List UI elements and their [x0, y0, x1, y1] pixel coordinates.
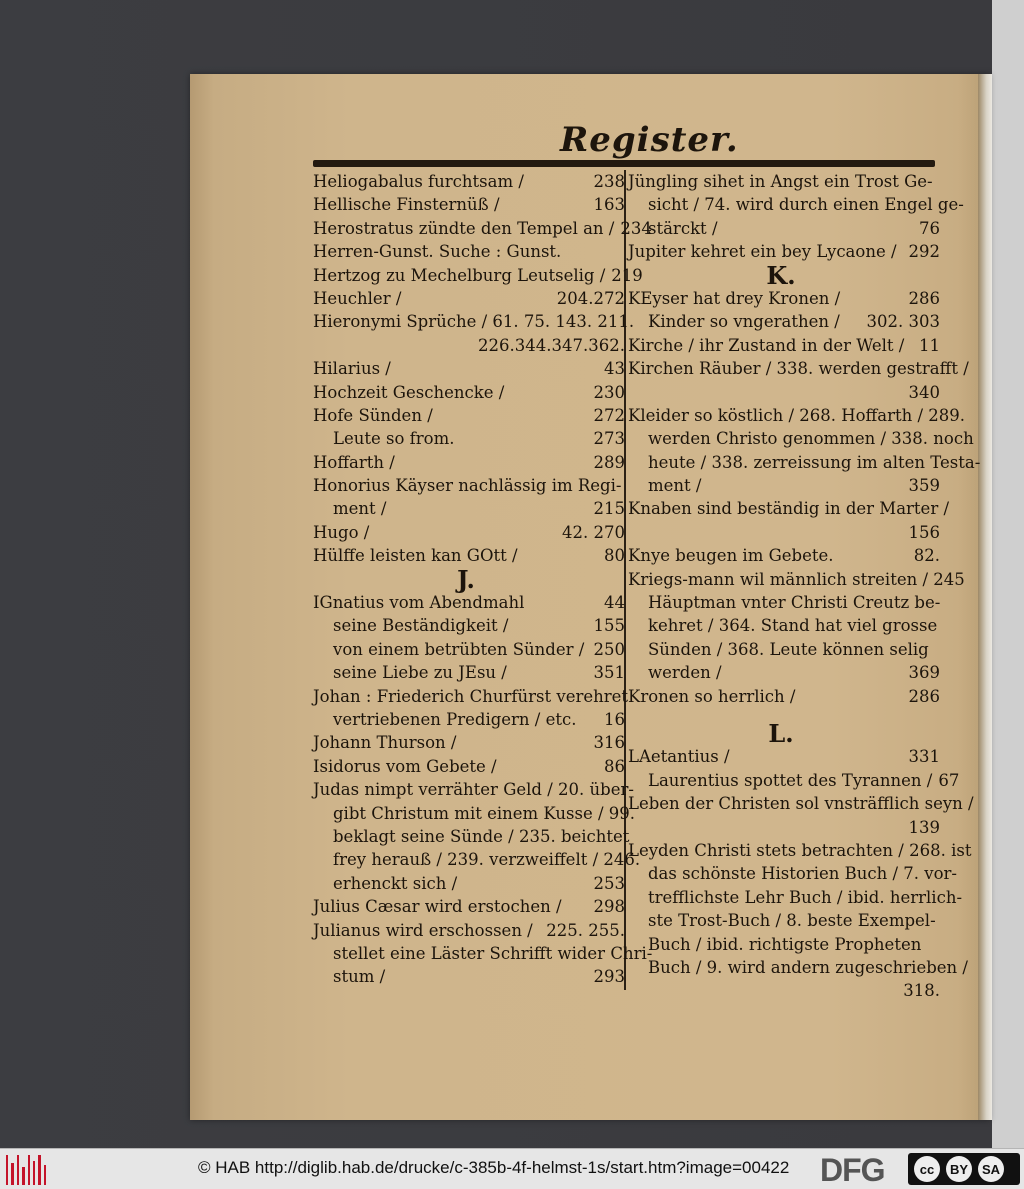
entry-text: Leyden Christi stets betrachten / 268. ist — [628, 840, 972, 860]
register-entry — [313, 872, 625, 895]
register-entry — [628, 357, 969, 380]
entry-text: Kleider so köstlich / 268. Hoffarth / 289. — [628, 405, 966, 425]
entry-text: ste Trost-Buch / 8. beste Exempel- — [648, 911, 936, 931]
entry-text: Julianus wird erschossen / — [313, 920, 533, 940]
register-entry — [313, 942, 653, 965]
entry-page-number: 331 — [908, 747, 940, 767]
register-entry — [313, 638, 625, 661]
register-entry — [313, 381, 625, 404]
register-entry — [628, 193, 964, 216]
register-entry — [628, 661, 940, 684]
register-entry — [628, 591, 940, 614]
entry-page-number — [934, 170, 940, 193]
entry-text: Hülffe leisten kan GOtt / — [313, 546, 518, 566]
entry-page-number — [957, 862, 963, 885]
entry-page-number — [965, 404, 971, 427]
entry-text: Häuptman vnter Christi Creutz be- — [648, 593, 941, 613]
entry-page-number: 238 — [593, 172, 625, 191]
register-entry — [313, 264, 643, 287]
entry-text: Judas nimpt verrähter Geld / 20. über- — [313, 780, 634, 800]
entry-text: Kriegs-mann wil männlich streiten / 245 — [628, 569, 965, 589]
register-entry — [313, 778, 634, 801]
entry-page-number — [965, 568, 971, 591]
entry-page-number: 76 — [919, 218, 940, 238]
register-entry — [628, 792, 974, 815]
register-entry — [628, 745, 940, 768]
entry-text: heute / 338. zerreissung im alten Testa- — [648, 452, 981, 472]
entry-page-number: 286 — [908, 686, 940, 706]
entry-page-number — [968, 956, 974, 979]
entry-page-number — [621, 474, 627, 497]
register-entry — [628, 685, 940, 708]
entry-page-number — [934, 708, 940, 722]
entry-text: ment / — [333, 499, 387, 519]
entry-text: Kirche / ihr Zustand in der Welt / — [628, 335, 905, 355]
entry-page-number — [934, 933, 940, 956]
section-letter — [628, 260, 940, 290]
entry-page-number: 215 — [593, 499, 625, 519]
register-entry — [313, 404, 625, 427]
entry-page-number: 369 — [908, 663, 940, 683]
entry-page-number: 359 — [908, 476, 940, 496]
entry-page-number — [962, 886, 968, 909]
register-entry — [628, 886, 963, 909]
register-entry — [628, 381, 940, 404]
entry-text: Jüngling sihet in Angst ein Trost Ge- — [628, 172, 933, 191]
entry-text: werden Christo genommen / 338. noch — [648, 429, 974, 449]
register-entry — [313, 614, 625, 637]
register-entry — [628, 979, 940, 1002]
entry-page-number: 302. 303 — [866, 312, 940, 332]
dfg-logo[interactable]: DFG — [820, 1152, 885, 1188]
register-entry — [628, 310, 940, 333]
right-column — [628, 170, 981, 1003]
entry-page-number — [971, 839, 977, 862]
register-entry — [313, 287, 625, 310]
entry-page-number: 44 — [604, 593, 625, 613]
register-entry — [628, 427, 974, 450]
entry-page-number — [964, 193, 970, 216]
register-entry — [313, 731, 625, 754]
entry-text: stellet eine Läster Schrifft wider Chri- — [333, 943, 653, 963]
entry-page-number: 272 — [593, 405, 625, 425]
entry-text: seine Beständigkeit / — [333, 616, 509, 636]
entry-text: Heuchler / — [313, 288, 402, 308]
entry-page-number: 225. 255. — [546, 920, 625, 940]
entry-text: Laurentius spottet des Tyrannen / — [648, 770, 933, 790]
register-entry — [628, 217, 940, 240]
entry-page-number: 42. 270 — [562, 522, 625, 542]
register-entry — [628, 170, 940, 193]
register-entry — [313, 895, 625, 918]
register-entry — [313, 521, 625, 544]
section-letter — [628, 718, 940, 748]
register-entry — [628, 287, 940, 310]
entry-page-number: 286 — [908, 288, 940, 308]
left-column — [313, 170, 653, 989]
entry-text: gibt Christum mit einem Kusse / 99. — [333, 803, 636, 823]
entry-page-number — [974, 792, 980, 815]
register-entry — [313, 357, 625, 380]
register-entry — [628, 816, 940, 839]
register-entry — [628, 933, 940, 956]
register-entry — [628, 956, 968, 979]
entry-text: Hellische Finsternüß / — [313, 195, 500, 215]
entry-text: Hugo / — [313, 522, 370, 542]
entry-text: stum / — [333, 967, 386, 987]
entry-page-number: 234 — [620, 218, 652, 238]
entry-page-number: 156 — [908, 522, 940, 542]
entry-text: Hertzog zu Mechelburg Leutselig / — [313, 265, 606, 285]
entry-text: Leben der Christen sol vnsträfflich seyn / — [628, 794, 974, 814]
register-entry — [628, 474, 940, 497]
footer-citation-link[interactable]: © HAB http://diglib.hab.de/drucke/c-385b-4f-helmst-1s/start.htm?image=00422 — [198, 1158, 790, 1177]
entry-text: Johann Thurson / — [313, 733, 457, 753]
page-header: Register. — [560, 120, 739, 160]
entry-page-number: 43 — [604, 359, 625, 379]
entry-text: Jupiter kehret ein bey Lycaone / — [628, 242, 897, 262]
by-icon: BY — [946, 1156, 972, 1182]
entry-text: IGnatius vom Abendmahl — [313, 593, 525, 613]
entry-text: Hochzeit Geschencke / — [313, 382, 505, 402]
entry-page-number: 292 — [908, 242, 940, 262]
register-entry — [628, 568, 965, 591]
entry-text: Buch / ibid. richtigste Propheten — [648, 934, 922, 954]
entry-text: Johan : Friederich Churfürst verehret — [313, 686, 629, 706]
register-entry — [313, 240, 625, 263]
register-entry — [628, 521, 940, 544]
entry-page-number: 318. — [903, 981, 940, 1001]
entry-text: L. — [768, 718, 794, 748]
entry-page-number: 80 — [604, 546, 625, 566]
entry-page-number — [949, 497, 955, 520]
entry-page-number — [936, 909, 942, 932]
sa-icon: SA — [978, 1156, 1004, 1182]
register-entry — [628, 862, 957, 885]
entry-page-number: 11 — [919, 335, 940, 355]
entry-page-number: 139 — [908, 817, 940, 837]
entry-text: Hoffarth / — [313, 452, 395, 472]
entry-text: frey herauß / 239. verzweiffelt / 246. — [333, 850, 641, 870]
register-entry — [628, 839, 972, 862]
entry-text: Hilarius / — [313, 359, 391, 379]
register-entry — [313, 310, 635, 333]
entry-text: Julius Cæsar wird erstochen / — [313, 897, 562, 917]
entry-page-number — [937, 614, 943, 637]
license-badge[interactable] — [908, 1153, 1020, 1185]
entry-page-number — [980, 451, 986, 474]
entry-text: Hieronymi Sprüche / 61. 75. 143. 211. — [313, 312, 635, 332]
register-entry — [628, 404, 966, 427]
register-entry — [628, 334, 940, 357]
entry-text: beklagt seine Sünde / 235. beichtet — [333, 826, 630, 846]
entry-page-number: 16 — [604, 709, 625, 729]
header-rule — [313, 160, 935, 167]
entry-text: trefflichste Lehr Buch / ibid. herrlich- — [648, 887, 963, 907]
entry-text: das schönste Historien Buch / 7. vor- — [648, 864, 957, 884]
entry-page-number: 273 — [593, 429, 625, 449]
entry-page-number — [475, 568, 481, 591]
entry-page-number: 316 — [593, 733, 625, 753]
register-entry — [313, 802, 636, 825]
entry-text: Honorius Käyser nachlässig im Regi- — [313, 476, 622, 496]
entry-text: Kinder so vngerathen / — [648, 312, 840, 332]
register-entry — [628, 638, 940, 661]
entry-text: Heliogabalus furchtsam / — [313, 172, 524, 191]
entry-text: Knaben sind beständig in der Marter / — [628, 499, 950, 519]
entry-page-number: 86 — [604, 756, 625, 776]
entry-text: Kronen so herrlich / — [628, 686, 796, 706]
register-entry — [313, 919, 625, 942]
entry-page-number — [794, 722, 800, 745]
entry-text: J. — [457, 564, 475, 594]
register-entry — [313, 755, 625, 778]
entry-page-number: 340 — [908, 382, 940, 402]
entry-text: werden / — [648, 663, 722, 683]
entry-text: Knye beugen im Gebete. — [628, 546, 834, 566]
entry-text: stärckt / — [648, 218, 718, 238]
hab-logo-icon[interactable] — [6, 1153, 46, 1185]
entry-page-number: 204.272 — [556, 288, 625, 308]
entry-page-number: 253 — [593, 873, 625, 893]
register-entry — [313, 427, 625, 450]
entry-page-number: 155 — [593, 616, 625, 636]
entry-text: sicht / 74. wird durch einen Engel ge- — [648, 195, 964, 215]
register-entry — [313, 451, 625, 474]
entry-text: Leute so from. — [333, 429, 455, 449]
entry-text: Herren-Gunst. Suche : Gunst. — [313, 242, 562, 262]
register-entry — [313, 497, 625, 520]
register-entry — [313, 825, 630, 848]
entry-page-number: 298 — [593, 897, 625, 917]
entry-page-number — [796, 264, 802, 287]
entry-page-number — [940, 591, 946, 614]
entry-text: K. — [766, 260, 796, 290]
entry-text: KEyser hat drey Kronen / — [628, 288, 841, 308]
cc-icon: cc — [914, 1156, 940, 1182]
entry-text: kehret / 364. Stand hat viel grosse — [648, 616, 938, 636]
entry-page-number: 293 — [593, 967, 625, 987]
register-entry — [628, 909, 940, 932]
register-entry — [313, 170, 625, 193]
register-entry — [313, 193, 625, 216]
entry-text: Isidorus vom Gebete / — [313, 756, 497, 776]
entry-page-number: 351 — [593, 663, 625, 683]
entry-text: ment / — [648, 476, 702, 496]
register-entry — [313, 591, 625, 614]
entry-text: Kirchen Räuber / 338. werden gestrafft / — [628, 359, 969, 379]
entry-page-number: 163 — [593, 195, 625, 215]
entry-page-number: 226.344.347.362. — [478, 335, 625, 355]
entry-text: vertriebenen Predigern / etc. — [333, 709, 577, 729]
section-letter — [313, 564, 625, 594]
entry-page-number: 82. — [913, 546, 940, 566]
entry-page-number — [934, 638, 940, 661]
entry-page-number: 289 — [593, 452, 625, 472]
entry-page-number: 67 — [938, 770, 960, 790]
entry-text: LAetantius / — [628, 747, 730, 767]
page-edge — [978, 74, 992, 1120]
register-entry — [313, 661, 625, 684]
entry-page-number — [974, 427, 980, 450]
register-entry — [628, 769, 960, 792]
register-entry — [313, 217, 652, 240]
register-entry — [628, 451, 981, 474]
entry-page-number: 250 — [593, 639, 625, 659]
register-entry — [628, 544, 940, 567]
entry-page-number — [969, 357, 975, 380]
register-entry — [313, 334, 625, 357]
register-entry — [313, 965, 625, 988]
register-entry — [628, 497, 950, 520]
entry-text: erhenckt sich / — [333, 873, 458, 893]
footer-bar — [0, 1148, 1024, 1189]
entry-text: Sünden / 368. Leute können selig — [648, 639, 929, 659]
viewer-right-strip — [992, 0, 1024, 1148]
entry-text: Herostratus zündte den Tempel an / — [313, 218, 615, 238]
register-entry — [313, 685, 629, 708]
register-entry — [313, 474, 625, 497]
entry-text: Hofe Sünden / — [313, 405, 433, 425]
register-entry — [628, 614, 940, 637]
entry-page-number: 230 — [593, 382, 625, 402]
entry-page-number — [619, 240, 625, 263]
entry-text: von einem betrübten Sünder / — [333, 639, 585, 659]
register-entry — [313, 848, 641, 871]
entry-text: Buch / 9. wird andern zugeschrieben / — [648, 957, 968, 977]
entry-text: seine Liebe zu JEsu / — [333, 663, 507, 683]
entry-page-number: 219 — [611, 265, 643, 285]
register-entry — [313, 708, 625, 731]
